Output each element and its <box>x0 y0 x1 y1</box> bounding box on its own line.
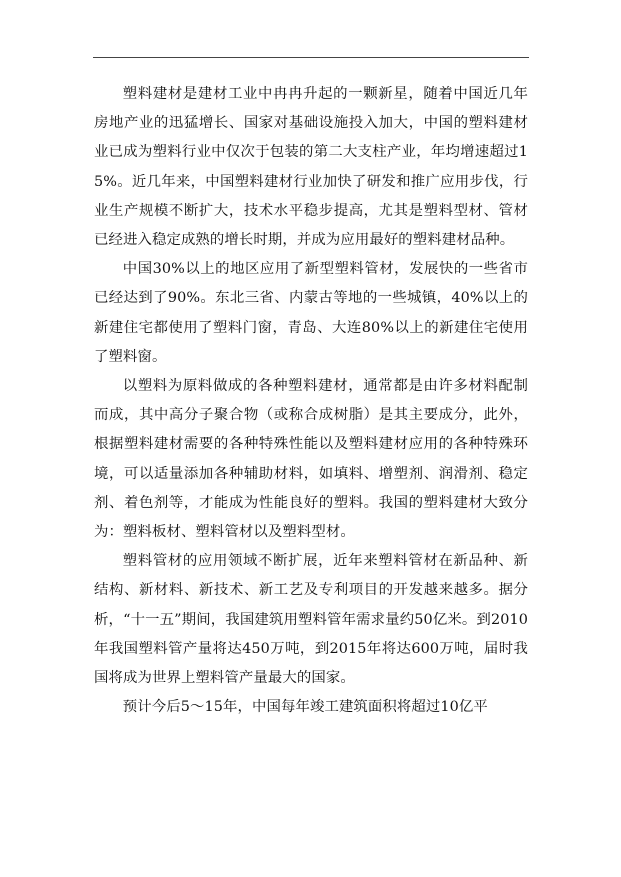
paragraph-3: 以塑料为原料做成的各种塑料建材，通常都是由许多材料配制而成，其中高分子聚合物（或称合成树脂）是其主要成分，此外，根据塑料建材需要的各种特殊性能以及塑料建材应用的各种特殊环境，可以适量添加各种辅助材料，如填料、增塑剂、润滑剂、稳定剂、着色剂等，才能成为性能良好的塑料。我国的塑料建材大致分为：塑料板材、塑料管材以及塑料型材。 <box>94 378 528 541</box>
header-rule <box>93 57 529 58</box>
document-body <box>94 80 528 722</box>
paragraph-5: 预计今后5～15年，中国每年竣工建筑面积将超过10亿平 <box>122 699 488 716</box>
paragraph-1: 塑料建材是建材工业中冉冉升起的一颗新星，随着中国近几年房地产业的迅猛增长、国家对基础设施投入加大，中国的塑料建材业已成为塑料行业中仅次于包装的第二大支柱产业，年均增速超过15%。近几年来，中国塑料建材行业加快了研发和推广应用步伐，行业生产规模不断扩大，技术水平稳步提高，尤其是塑料型材、管材已经进入稳定成熟的增长时期，并成为应用最好的塑料建材品种。 <box>94 86 528 249</box>
paragraph-4: 塑料管材的应用领域不断扩展，近年来塑料管材在新品种、新结构、新材料、新技术、新工艺及专利项目的开发越来越多。据分析，“十一五”期间，我国建筑用塑料管年需求量约50亿米。到2010年我国塑料管产量将达450万吨，到2015年将达600万吨，届时我国将成为世界上塑料管产量最大的国家。 <box>94 553 528 687</box>
paragraph-2: 中国30%以上的地区应用了新型塑料管材，发展快的一些省市已经达到了90%。东北三省、内蒙古等地的一些城镇，40%以上的新建住宅都使用了塑料门窗，青岛、大连80%以上的新建住宅使用了塑料窗。 <box>94 261 528 365</box>
